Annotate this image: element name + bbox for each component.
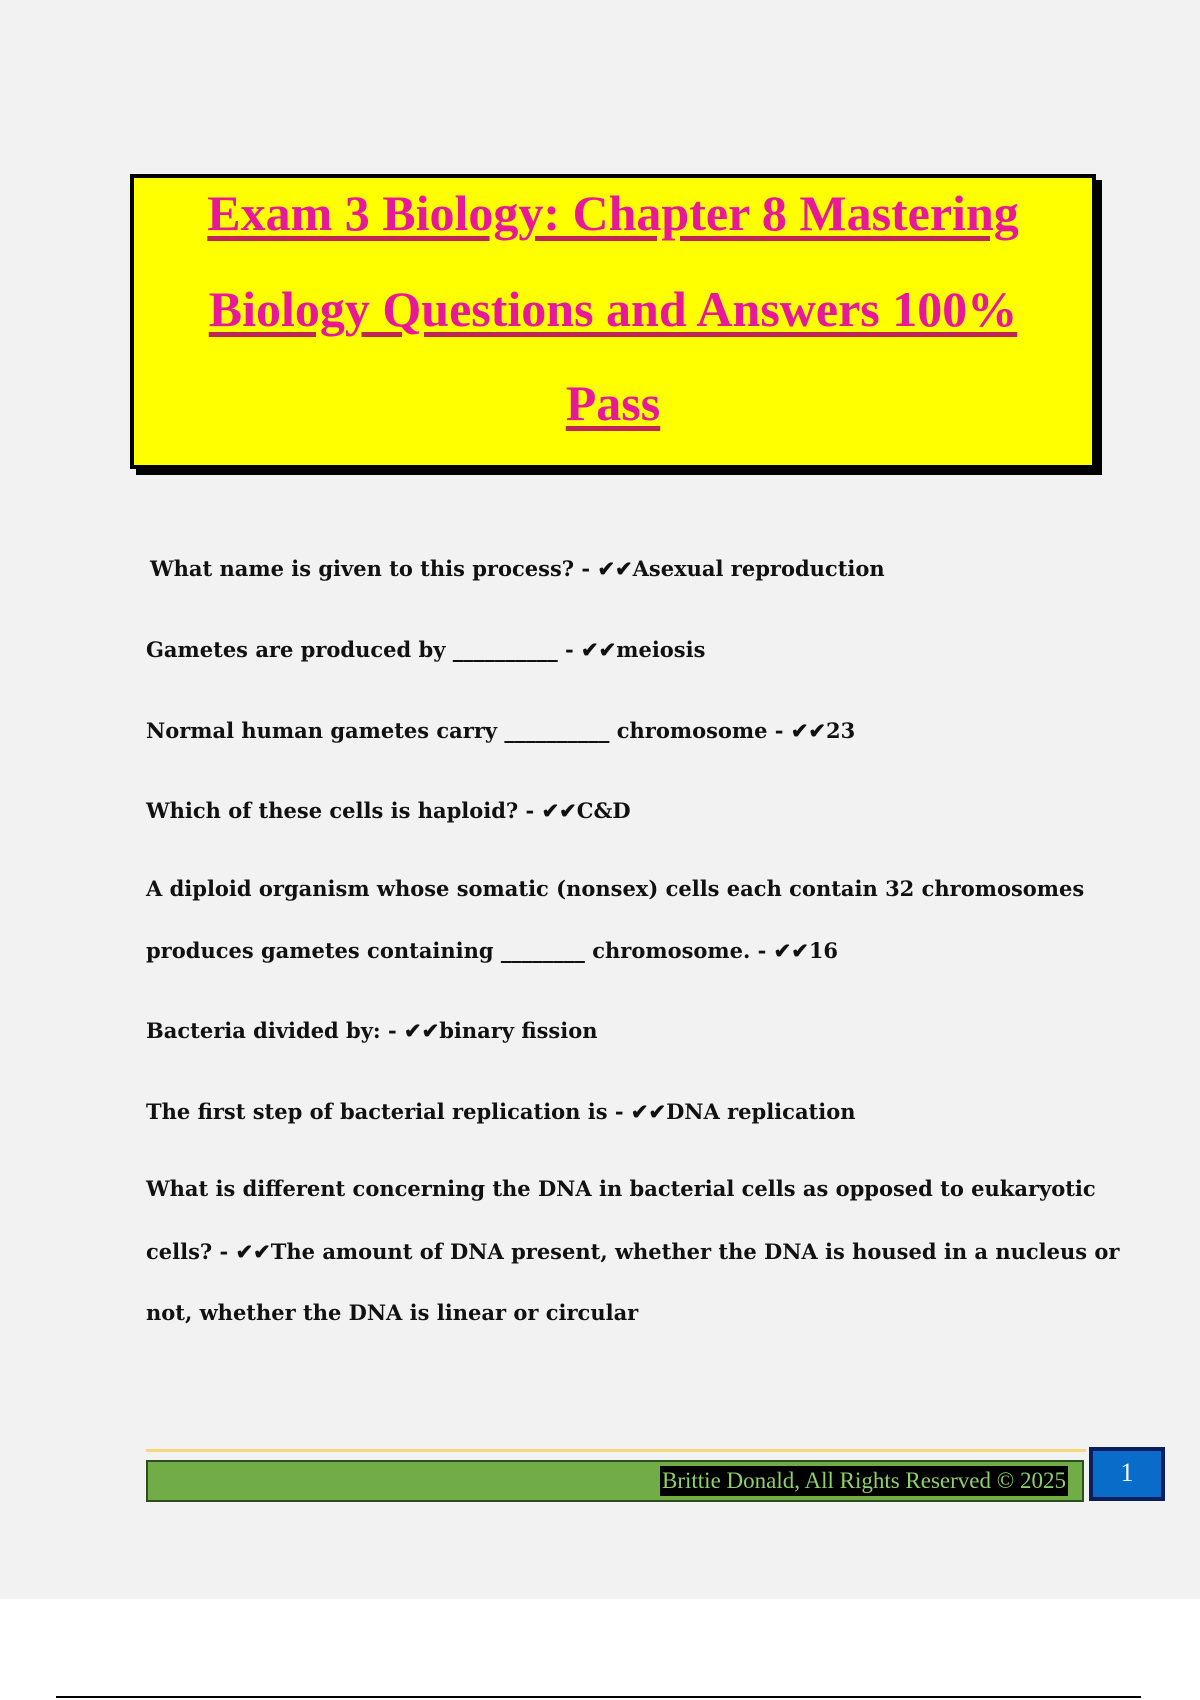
page-number: 1	[1089, 1447, 1165, 1501]
qa-line: A diploid organism whose somatic (nonsex) cells each contain 32 chromosomes	[146, 876, 1085, 901]
footer-divider	[146, 1449, 1086, 1452]
qa-line: What name is given to this process? - ✔✔Asexual reproduction	[150, 556, 885, 581]
qa-line: Normal human gametes carry __________ chromosome - ✔✔23	[146, 718, 856, 743]
title-line-2: Biology Questions and Answers 100%	[208, 281, 1018, 337]
qa-line: not, whether the DNA is linear or circular	[146, 1300, 639, 1325]
bottom-rule	[56, 1696, 1141, 1698]
qa-line: Which of these cells is haploid? - ✔✔C&D	[146, 798, 631, 823]
qa-line: produces gametes containing ________ chromosome. - ✔✔16	[146, 938, 839, 963]
qa-line: cells? - ✔✔The amount of DNA present, whether the DNA is housed in a nucleus or	[146, 1239, 1120, 1264]
qa-line: The first step of bacterial replication is - ✔✔DNA replication	[146, 1099, 856, 1124]
qa-line: Gametes are produced by __________ - ✔✔meiosis	[146, 637, 706, 662]
title-line-1: Exam 3 Biology: Chapter 8 Mastering	[207, 185, 1019, 241]
qa-line: What is different concerning the DNA in bacterial cells as opposed to eukaryotic	[146, 1176, 1096, 1201]
title-box	[130, 174, 1096, 469]
title-line-3: Pass	[565, 375, 661, 431]
footer-bar	[146, 1460, 1084, 1502]
qa-line: Bacteria divided by: - ✔✔binary fission	[146, 1018, 598, 1043]
copyright-text: Brittie Donald, All Rights Reserved © 2025	[660, 1466, 1068, 1496]
